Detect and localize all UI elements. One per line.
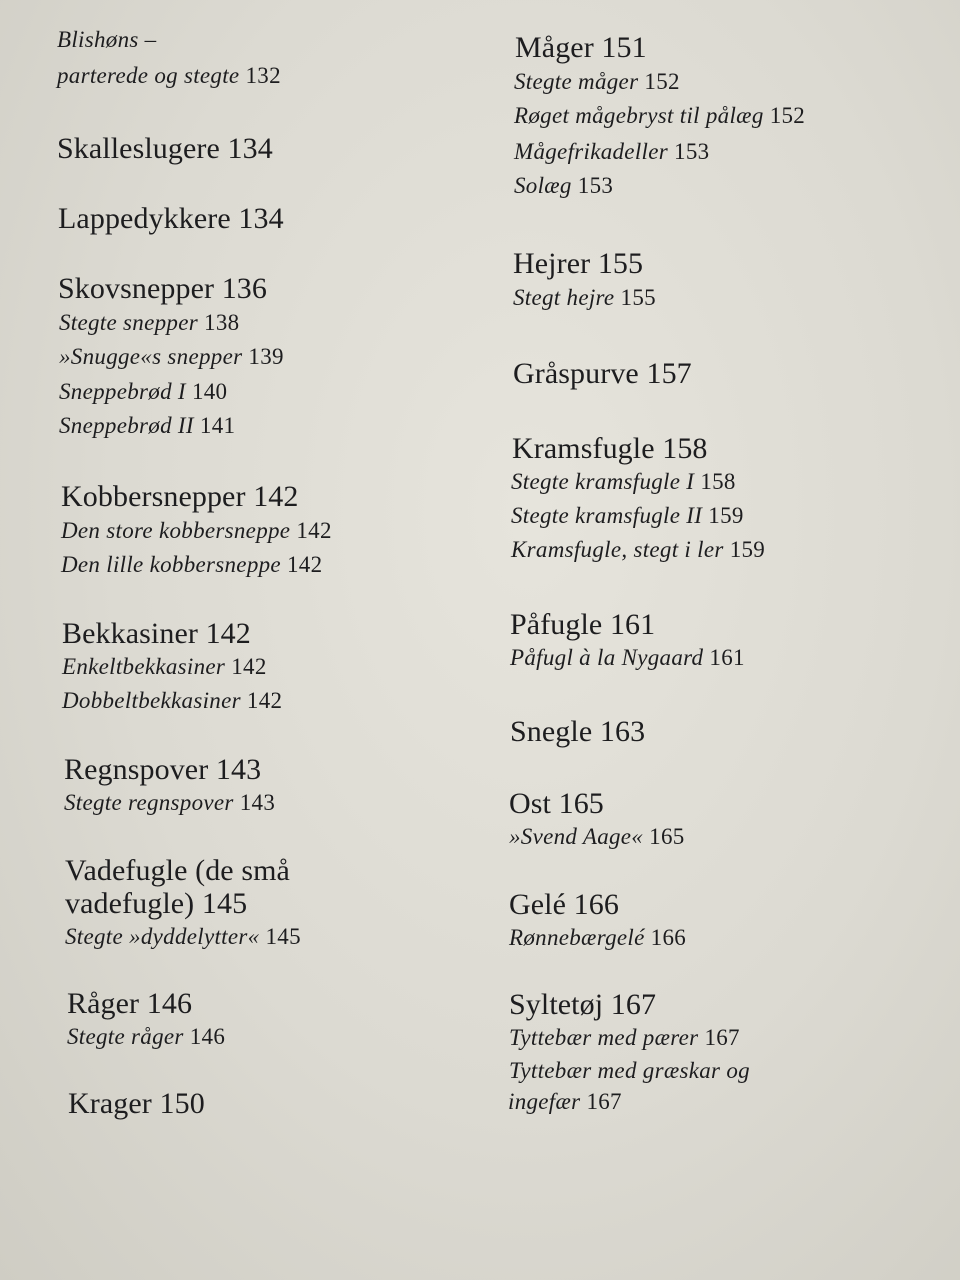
page-number: 167 (610, 988, 657, 1021)
entry-title: Måger (515, 31, 594, 64)
entry-label: »Snugge«s snepper (59, 344, 243, 369)
page-number: 158 (700, 469, 736, 494)
entry-title: Skovsnepper (58, 272, 215, 305)
entry-title: Hejrer (513, 247, 591, 280)
index-subentry (513, 286, 656, 309)
index-heading-skalleslugere (57, 134, 273, 164)
page-number: 142 (205, 617, 251, 650)
page-number: 157 (646, 357, 692, 390)
entry-label: Dobbeltbekkasiner (62, 688, 241, 713)
entry-title: vadefugle) (65, 887, 195, 920)
index-heading-regnspover (64, 755, 261, 785)
index-subentry (65, 925, 301, 948)
entry-title: Regnspover (64, 753, 209, 786)
page-number: 165 (649, 824, 685, 849)
page-number: 145 (201, 887, 248, 920)
index-subentry (511, 470, 736, 493)
index-subentry-blishons (57, 64, 281, 87)
index-subentry (514, 174, 613, 197)
page-number: 163 (599, 715, 646, 748)
page-number: 143 (239, 790, 276, 815)
index-heading-vadefugle-line1 (65, 856, 290, 886)
index-heading-kramsfugle (512, 434, 708, 464)
page-number: 143 (215, 753, 262, 786)
page-number: 152 (769, 103, 806, 128)
page-number: 132 (245, 63, 281, 88)
index-subentry (514, 70, 680, 93)
page-number: 159 (708, 503, 744, 528)
page-number: 165 (558, 787, 604, 820)
index-subentry (509, 825, 685, 848)
page-number: 150 (159, 1087, 205, 1120)
entry-label: Stegte »dyddelytter« (65, 924, 260, 949)
entry-label: Røget mågebryst til pålæg (514, 103, 764, 128)
entry-title: Ost (509, 787, 551, 820)
page-number: 159 (729, 537, 766, 562)
entry-label: ingefær (508, 1089, 581, 1114)
page-number: 166 (573, 888, 619, 921)
page-number: 142 (231, 654, 267, 679)
index-heading-mager (515, 33, 647, 63)
entry-title: Påfugle (510, 608, 603, 641)
index-heading-krager (68, 1089, 205, 1119)
entry-title: Kobbersnepper (61, 480, 246, 513)
entry-label: Solæg (514, 173, 572, 198)
index-subentry (59, 414, 235, 437)
page-number: 140 (191, 379, 228, 404)
index-heading-vadefugle-line2 (65, 889, 247, 919)
index-heading-bekkasiner (62, 619, 251, 649)
page-number: 142 (246, 688, 283, 713)
entry-title: Bekkasiner (62, 617, 198, 650)
entry-title: Kramsfugle (512, 432, 655, 465)
index-subentry (64, 791, 275, 814)
entry-title: Skalleslugere (57, 132, 220, 165)
entry-label: Tyttebær med græskar og (509, 1058, 750, 1083)
index-subentry (61, 519, 332, 542)
page-number: 152 (644, 69, 680, 94)
page-number: 166 (650, 925, 687, 950)
page-number: 161 (709, 645, 745, 670)
entry-title: Syltetøj (509, 988, 604, 1021)
page-number: 167 (586, 1089, 622, 1114)
entry-label: parterede og stegte (57, 63, 240, 88)
index-heading-gele (509, 890, 619, 920)
entry-title: Gråspurve (513, 357, 639, 390)
entry-label: Sneppebrød II (59, 413, 194, 438)
page-number: 151 (601, 31, 647, 64)
entry-label: Stegt hejre (513, 285, 615, 310)
index-heading-lappedykkere (58, 204, 284, 234)
entry-label: »Svend Aage« (509, 824, 644, 849)
index-heading-skovsnepper (58, 274, 267, 304)
page-number: 134 (238, 202, 284, 235)
index-subentry (59, 345, 284, 368)
page-number: 142 (296, 518, 332, 543)
page-number: 153 (674, 139, 710, 164)
index-subentry (62, 655, 267, 678)
entry-label: Rønnebærgelé (509, 925, 645, 950)
index-heading-ost (509, 789, 604, 819)
page-number: 146 (189, 1024, 226, 1049)
entry-label: Den lille kobbersneppe (61, 552, 281, 577)
index-subentry (59, 311, 239, 334)
page-number: 142 (253, 480, 299, 513)
entry-label: Mågefrikadeller (514, 139, 668, 164)
entry-title: Råger (67, 987, 140, 1020)
index-heading-snegle (510, 717, 645, 747)
entry-label: Sneppebrød I (59, 379, 186, 404)
page-number: 136 (221, 272, 268, 305)
entry-title: Lappedykkere (58, 202, 231, 235)
index-heading-graspurve (513, 359, 692, 389)
index-subentry-multiline-2 (508, 1090, 622, 1113)
index-subentry (509, 1026, 740, 1049)
page-number: 141 (199, 413, 236, 438)
index-subentry (511, 538, 765, 561)
index-subentry-multiline-1 (509, 1059, 750, 1082)
entry-label: Stegte snepper (59, 310, 198, 335)
entry-title: Vadefugle (de små (65, 854, 290, 887)
index-subentry (514, 140, 709, 163)
index-heading-hejrer (513, 249, 643, 279)
entry-title: Blishøns – (57, 27, 157, 52)
index-heading-pafugle (510, 610, 655, 640)
page-number: 155 (620, 285, 656, 310)
entry-label: Stegte regnspover (64, 790, 234, 815)
entry-label: Enkeltbekkasiner (62, 654, 226, 679)
index-subentry (62, 689, 282, 712)
entry-label: Stegte kramsfugle II (511, 503, 703, 528)
entry-label: Den store kobbersneppe (61, 518, 291, 543)
page-number: 138 (204, 310, 240, 335)
index-subentry (511, 504, 744, 527)
entry-label: Tyttebær med pærer (509, 1025, 699, 1050)
entry-title: Snegle (510, 715, 593, 748)
entry-label: Stegte måger (514, 69, 639, 94)
index-heading-syltetoj (509, 990, 656, 1020)
index-subentry (67, 1025, 225, 1048)
page-number: 158 (662, 432, 708, 465)
page-number: 167 (704, 1025, 740, 1050)
entry-label: Stegte kramsfugle I (511, 469, 695, 494)
page-number: 146 (146, 987, 193, 1020)
index-subentry (510, 646, 745, 669)
page-number: 139 (248, 344, 284, 369)
page-number: 153 (577, 173, 614, 198)
page-number: 155 (597, 247, 644, 280)
page-number: 145 (265, 924, 301, 949)
entry-label: Påfugl à la Nygaard (510, 645, 704, 670)
page-number: 134 (227, 132, 273, 165)
index-subentry (509, 926, 686, 949)
index-heading-kobbersnepper (61, 482, 299, 512)
index-heading-blishons (57, 28, 156, 51)
entry-label: Kramsfugle, stegt i ler (511, 537, 724, 562)
page-number: 142 (287, 552, 323, 577)
index-subentry (61, 553, 322, 576)
page-number: 161 (609, 608, 656, 641)
entry-title: Gelé (509, 888, 567, 921)
entry-title: Krager (68, 1087, 152, 1120)
index-subentry (59, 380, 227, 403)
index-heading-rager (67, 989, 192, 1019)
index-subentry (514, 104, 805, 127)
entry-label: Stegte råger (67, 1024, 184, 1049)
